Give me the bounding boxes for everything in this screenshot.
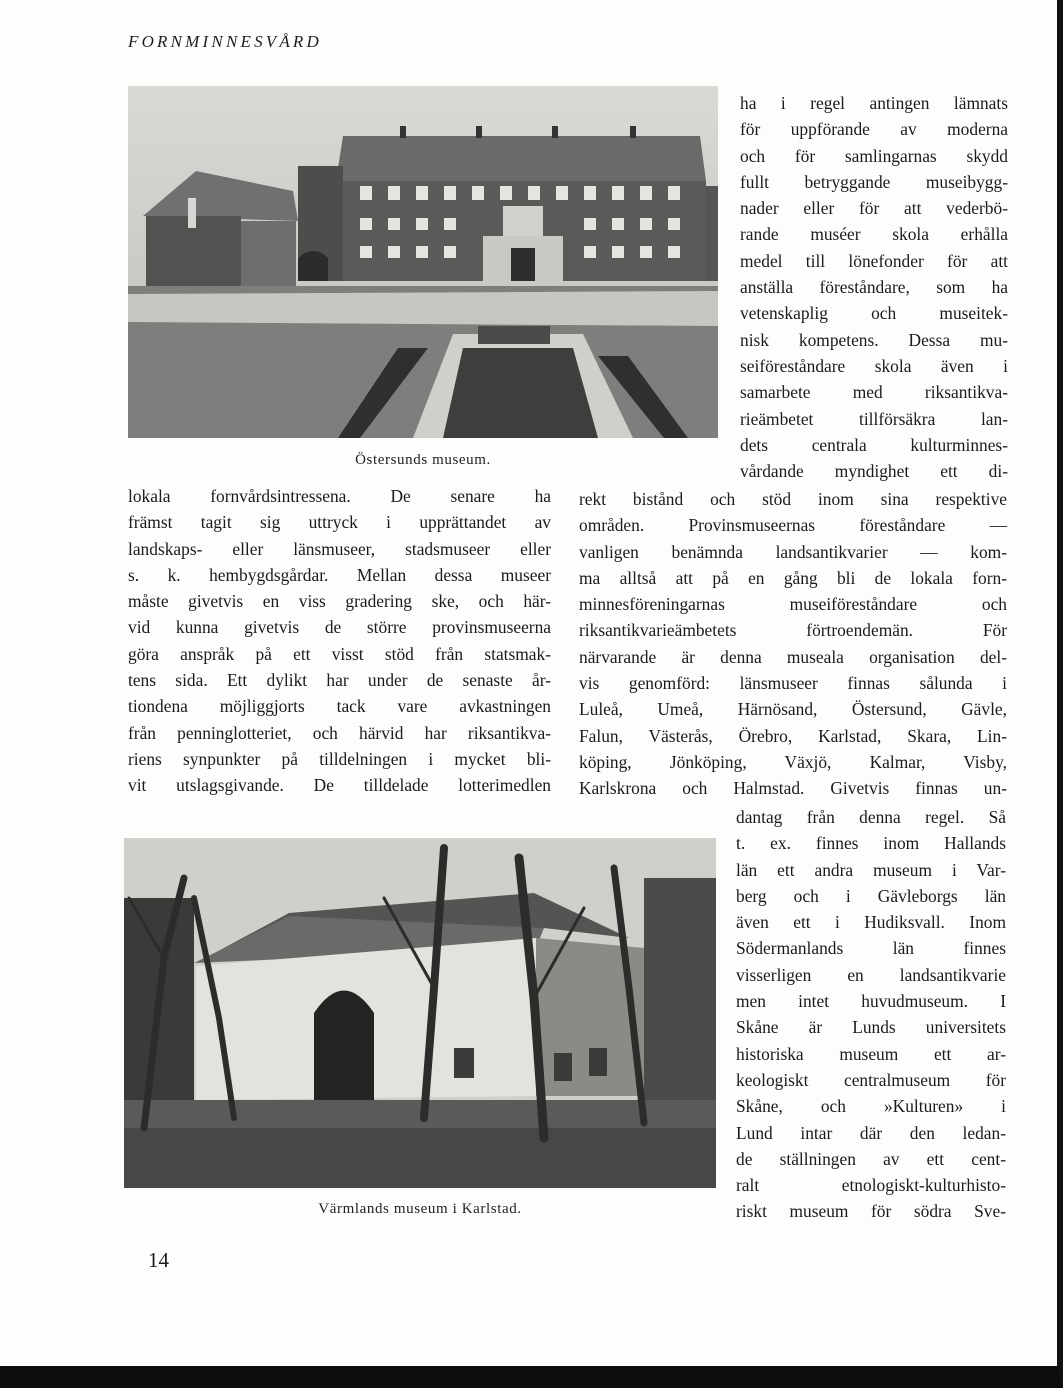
text-line: minnesföreningarnas museiföreståndare och bbox=[579, 594, 1007, 615]
running-head: FORNMINNESVÅRD bbox=[128, 32, 322, 51]
page-number: 14 bbox=[148, 1248, 169, 1272]
text-line: medel till lönefonder för att bbox=[740, 250, 1008, 271]
text-line: vis genomförd: länsmuseer finnas sålunda i bbox=[579, 673, 1007, 694]
text-line: lokala fornvårdsintressena. De senare ha bbox=[128, 486, 551, 506]
text-line: främst tagit sig uttryck i upprättandet av bbox=[128, 512, 551, 533]
text-line: tiondena möjliggjorts tack vare avkastningen bbox=[128, 696, 551, 717]
text-line: vit utslagsgivande. De tilldelade lotterimedlen bbox=[128, 775, 551, 796]
text-block-right-bottom bbox=[736, 804, 1006, 1225]
photo-varmlands-museum bbox=[124, 838, 716, 1188]
text-line: ralt etnologiskt-kulturhisto- bbox=[736, 1175, 1006, 1196]
text-line: måste givetvis en viss gradering ske, och här- bbox=[128, 591, 551, 612]
text-line: keologiskt centralmuseum för bbox=[736, 1069, 1006, 1090]
figure-caption-2: Värmlands museum i Karlstad. bbox=[318, 1201, 522, 1217]
building-illustration-2 bbox=[124, 838, 716, 1188]
text-line: anställa föreståndare, som ha bbox=[740, 277, 1008, 298]
text-line: seiföreståndare skola även i bbox=[740, 355, 1008, 376]
text-block-right-middle bbox=[579, 486, 1007, 802]
text-line: riens synpunkter på tilldelningen i mycket bli- bbox=[128, 748, 551, 769]
text-line: Luleå, Umeå, Härnösand, Östersund, Gävle, bbox=[579, 699, 1007, 720]
text-line: men intet huvudmuseum. I bbox=[736, 991, 1006, 1012]
text-line: rande muséer skola erhålla bbox=[740, 224, 1008, 245]
text-line: närvarande är denna museala organisation del- bbox=[579, 646, 1007, 667]
photo-ostersunds-museum bbox=[128, 86, 718, 438]
text-line: samarbete med riksantikva- bbox=[740, 382, 1008, 403]
text-line: och för samlingarnas skydd bbox=[740, 145, 1008, 166]
text-line: historiska museum ett ar- bbox=[736, 1043, 1006, 1064]
text-line: Skåne är Lunds universitets bbox=[736, 1017, 1006, 1038]
text-line: områden. Provinsmuseernas föreståndare — bbox=[579, 515, 1007, 536]
text-line: göra anspråk på ett visst stöd från statsmak- bbox=[128, 643, 551, 664]
text-line: vanligen benämnda landsantikvarier — kom- bbox=[579, 541, 1007, 562]
text-line: fullt betryggande museibygg- bbox=[740, 171, 1008, 192]
text-line: rekt bistånd och stöd inom sina respektive bbox=[579, 489, 1007, 509]
building-illustration bbox=[128, 86, 718, 438]
text-line: ha i regel antingen lämnats bbox=[740, 93, 1008, 113]
text-line: län ett andra museum i Var- bbox=[736, 859, 1006, 880]
text-line: vårdande myndighet ett di- bbox=[740, 461, 1008, 482]
text-line: vid kunna givetvis de större provinsmuseerna bbox=[128, 617, 551, 638]
text-line: riskt museum för södra Sve- bbox=[736, 1201, 1006, 1222]
text-line: berg och i Gävleborgs län bbox=[736, 885, 1006, 906]
text-line: rieämbetet tillförsäkra lan- bbox=[740, 408, 1008, 429]
text-line: dantag från denna regel. Så bbox=[736, 807, 1006, 827]
text-line: dets centrala kulturminnes- bbox=[740, 434, 1008, 455]
text-line: Karlskrona och Halmstad. Givetvis finnas un- bbox=[579, 778, 1007, 799]
text-line: vetenskaplig och museitek- bbox=[740, 303, 1008, 324]
text-block-right-top bbox=[740, 90, 1008, 484]
text-line: även ett i Hudiksvall. Inom bbox=[736, 912, 1006, 933]
text-line: ma alltså att på en gång bli de lokala forn- bbox=[579, 567, 1007, 588]
text-block-left-middle bbox=[128, 483, 551, 799]
text-line: för uppförande av moderna bbox=[740, 119, 1008, 140]
text-line: de ställningen av ett cent- bbox=[736, 1148, 1006, 1169]
text-line: Falun, Västerås, Örebro, Karlstad, Skara, Lin- bbox=[579, 725, 1007, 746]
text-line: visserligen en landsantikvarie bbox=[736, 964, 1006, 985]
text-line: Södermanlands län finnes bbox=[736, 938, 1006, 959]
text-line: riksantikvarieämbetets förtroendemän. För bbox=[579, 620, 1007, 641]
text-line: från penninglotteriet, och härvid har riksantikva- bbox=[128, 722, 551, 743]
text-line: landskaps- eller länsmuseer, stadsmuseer eller bbox=[128, 538, 551, 559]
figure-caption-1: Östersunds museum. bbox=[355, 452, 491, 468]
text-line: nader eller för att vederbö- bbox=[740, 198, 1008, 219]
text-line: Skåne, och »Kulturen» i bbox=[736, 1096, 1006, 1117]
text-line: Lund intar där den ledan- bbox=[736, 1122, 1006, 1143]
text-line: t. ex. finnes inom Hallands bbox=[736, 833, 1006, 854]
text-line: nisk kompetens. Dessa mu- bbox=[740, 329, 1008, 350]
text-line: s. k. hembygdsgårdar. Mellan dessa museer bbox=[128, 564, 551, 585]
text-line: köping, Jönköping, Växjö, Kalmar, Visby, bbox=[579, 751, 1007, 772]
text-line: tens sida. Ett dylikt har under de senaste år- bbox=[128, 670, 551, 691]
